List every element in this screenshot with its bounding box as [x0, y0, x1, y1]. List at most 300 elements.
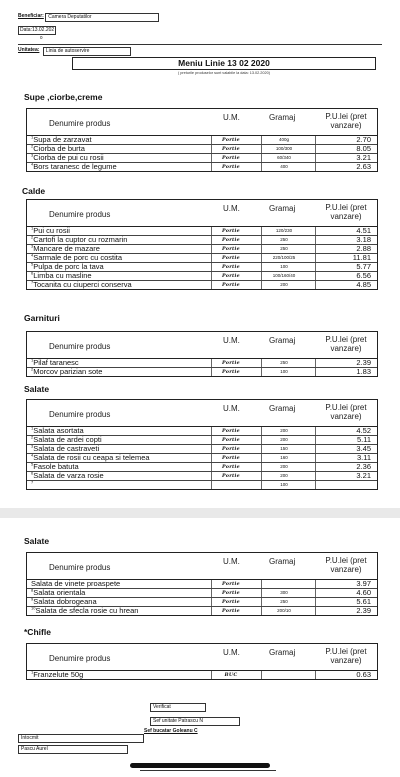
cell-divider	[261, 145, 262, 153]
cell-divider	[315, 145, 316, 153]
col-header-price-line1: P.U.lei (pret	[325, 556, 367, 565]
unit-cell: Portie	[221, 360, 241, 366]
unit-cell	[213, 481, 249, 489]
menu-table	[26, 399, 378, 490]
table-row	[27, 454, 377, 463]
col-header-um: U.M.	[223, 404, 240, 413]
cell-divider	[261, 254, 262, 262]
price-cell: 3.45	[356, 444, 371, 453]
product-name-cell	[31, 589, 85, 597]
cell-divider	[315, 463, 316, 471]
cell-divider	[261, 263, 262, 271]
item-number: 6	[31, 470, 34, 476]
product-name: Salata de castraveti	[33, 444, 100, 453]
col-header-price-line1: P.U.lei (pret	[325, 112, 367, 121]
item-number: 1	[31, 225, 34, 231]
cell-divider	[315, 163, 316, 171]
unit-cell: Portie	[221, 590, 241, 596]
table-row	[27, 281, 377, 289]
product-name-cell	[31, 236, 127, 244]
redacted-signature	[130, 763, 270, 768]
cell-divider	[211, 472, 212, 480]
gramaj-cell: 200	[280, 428, 288, 433]
gramaj-cell: 220/100/25	[272, 255, 296, 260]
cell-divider	[261, 163, 262, 171]
item-number: 1	[31, 425, 34, 431]
price-cell: 5.11	[356, 435, 371, 444]
price-cell: 5.61	[356, 597, 371, 606]
product-name-cell	[31, 463, 79, 471]
product-name: Sarmale de porc cu costita	[33, 253, 123, 262]
beneficiar-label: Beneficiar:	[18, 13, 44, 19]
cell-divider	[261, 436, 262, 444]
sef-unitate-value: Sef unitate Patrascu N	[150, 717, 240, 726]
gramaj-cell: 160	[280, 455, 288, 460]
item-number: 9	[31, 596, 34, 602]
cell-divider	[211, 454, 212, 462]
product-name: Salata de sfecla rosie cu hrean	[35, 606, 139, 615]
unit-cell: Portie	[221, 473, 241, 479]
col-header-price-line2: vanzare)	[330, 121, 362, 130]
intocmit-field	[18, 734, 144, 743]
cell-divider	[211, 272, 212, 280]
col-header-name: Denumire produs	[49, 119, 111, 128]
gramaj-cell: 250	[280, 360, 288, 365]
cell-divider	[261, 463, 262, 471]
unit-cell: Portie	[221, 146, 241, 152]
col-header-name: Denumire produs	[49, 563, 111, 572]
unit-cell: Portie	[221, 608, 241, 614]
sef-unitate-field	[150, 717, 240, 726]
product-name: Pulpa de porc la tava	[33, 262, 104, 271]
product-name-cell	[31, 281, 132, 289]
intocmit-label: Intocmit	[18, 734, 144, 743]
cell-divider	[315, 263, 316, 271]
section-title: Garnituri	[24, 313, 60, 323]
product-name-cell	[31, 481, 33, 489]
cell-divider	[261, 245, 262, 253]
price-cell: 3.97	[356, 579, 371, 588]
gramaj-cell: 250	[280, 599, 288, 604]
product-name-cell	[31, 445, 99, 453]
cell-divider	[315, 272, 316, 280]
cell-divider	[315, 607, 316, 615]
cell-divider	[211, 227, 212, 235]
item-number: 6	[31, 270, 34, 276]
product-name-cell	[31, 359, 79, 367]
col-header-name: Denumire produs	[49, 410, 111, 419]
price-cell: 4.51	[356, 226, 371, 235]
product-name-cell	[31, 454, 150, 462]
gramaj-cell: 120/230	[275, 228, 293, 233]
cell-divider	[315, 589, 316, 597]
product-name: Supa de zarzavat	[33, 135, 92, 144]
unit-cell: Portie	[221, 155, 241, 161]
table-row	[27, 472, 377, 481]
product-name-cell	[31, 368, 102, 376]
unitatea-label: Unitatea:	[18, 47, 40, 53]
col-header-name: Denumire produs	[49, 654, 111, 663]
table-row	[27, 607, 377, 615]
cell-divider	[315, 359, 316, 367]
page-title: Meniu Linie 13 02 2020	[72, 57, 376, 70]
data-value: 13.02.202	[31, 27, 55, 33]
product-name-cell	[31, 436, 102, 444]
beneficiar-value: Camera Deputatilor	[45, 13, 159, 22]
cell-divider	[261, 481, 262, 489]
cell-divider	[211, 463, 212, 471]
col-header-price	[317, 556, 375, 574]
price-cell	[317, 481, 371, 489]
cell-divider	[211, 359, 212, 367]
product-name-cell	[31, 472, 104, 480]
col-header-name: Denumire produs	[49, 210, 111, 219]
cell-divider	[211, 436, 212, 444]
sef-bucatar-value: Sef bucatar Goleanu C	[144, 728, 198, 734]
section-title: Calde	[22, 186, 46, 196]
data-field	[18, 26, 56, 40]
table-row	[27, 368, 377, 376]
item-number: 2	[31, 234, 34, 240]
unit-cell: Portie	[221, 437, 241, 443]
unit-cell: Portie	[221, 369, 241, 375]
verificat-label: Verificat	[150, 703, 206, 712]
product-name: Salata dobrogeana	[33, 597, 97, 606]
price-cell: 3.21	[356, 471, 371, 480]
cell-divider	[211, 163, 212, 171]
item-number: 3	[31, 152, 34, 158]
col-header-price	[317, 403, 375, 421]
cell-divider	[261, 359, 262, 367]
item-number: 5	[31, 261, 34, 267]
product-name: Salata de rosii cu ceapa si telemea	[33, 453, 150, 462]
intocmit-name: Pascu Aurel	[18, 745, 128, 754]
unit-cell: Portie	[221, 273, 241, 279]
price-cell: 3.21	[356, 153, 371, 162]
gramaj-cell	[263, 580, 305, 588]
item-number: 1	[31, 669, 34, 675]
price-cell: 2.70	[356, 135, 371, 144]
menu-table	[26, 643, 378, 680]
product-name-cell	[31, 427, 84, 435]
cell-divider	[315, 281, 316, 289]
product-name: Pilaf taranesc	[33, 358, 79, 367]
col-header-gramaj: Gramaj	[269, 336, 296, 345]
cell-divider	[261, 154, 262, 162]
unit-cell: Portie	[221, 455, 241, 461]
price-cell: 4.85	[356, 280, 371, 289]
item-number: 3	[31, 443, 34, 449]
item-number: 1	[31, 357, 34, 363]
col-header-gramaj: Gramaj	[269, 113, 296, 122]
menu-page-2	[0, 518, 400, 774]
col-header-price-line2: vanzare)	[330, 344, 362, 353]
cell-divider	[261, 445, 262, 453]
table-header	[27, 553, 377, 580]
product-name-cell	[31, 163, 117, 171]
gramaj-cell: 300	[280, 590, 288, 595]
col-header-gramaj: Gramaj	[269, 404, 296, 413]
item-number: 2	[31, 143, 34, 149]
product-name-cell	[31, 272, 92, 280]
beneficiar-field	[18, 13, 159, 22]
cell-divider	[211, 368, 212, 376]
cell-divider	[315, 136, 316, 144]
unit-cell: Portie	[221, 282, 241, 288]
price-cell: 11.81	[352, 253, 371, 262]
menu-table	[26, 199, 378, 290]
cell-divider	[211, 427, 212, 435]
product-name-cell	[31, 254, 122, 262]
cell-divider	[261, 580, 262, 588]
col-header-gramaj: Gramaj	[269, 204, 296, 213]
product-name: Franzelute 50g	[33, 670, 84, 679]
unit-cell: Portie	[221, 164, 241, 170]
gramaj-cell: 100	[280, 369, 288, 374]
data-label: Data:	[20, 27, 32, 33]
product-name: Ciorba de burta	[33, 144, 85, 153]
product-name: Ciorba de pui cu rosii	[33, 153, 104, 162]
header-divider	[18, 44, 382, 45]
unitatea-field	[18, 47, 131, 56]
cell-divider	[211, 481, 212, 489]
product-name: Bors taranesc de legume	[33, 162, 117, 171]
cell-divider	[261, 598, 262, 606]
cell-divider	[261, 236, 262, 244]
cell-divider	[261, 281, 262, 289]
product-name: Cartofi la cuptor cu rozmarin	[33, 235, 128, 244]
product-name: Salata orientala	[33, 588, 86, 597]
cell-divider	[261, 454, 262, 462]
page-break	[0, 508, 400, 518]
gramaj-cell: 250	[280, 246, 288, 251]
cell-divider	[211, 598, 212, 606]
product-name: Tocanita cu ciuperci conserva	[33, 280, 132, 289]
product-name-cell	[31, 671, 83, 679]
cell-divider	[211, 136, 212, 144]
cell-divider	[211, 445, 212, 453]
table-header	[27, 332, 377, 359]
col-header-price	[317, 203, 375, 221]
col-header-um: U.M.	[223, 648, 240, 657]
col-header-price-line2: vanzare)	[330, 212, 362, 221]
unit-cell: Portie	[221, 464, 241, 470]
price-cell: 4.52	[356, 426, 371, 435]
cell-divider	[315, 427, 316, 435]
product-name-cell	[31, 245, 100, 253]
col-header-price-line1: P.U.lei (pret	[325, 335, 367, 344]
unit-cell: Portie	[221, 255, 241, 261]
cell-divider	[261, 227, 262, 235]
table-header	[27, 200, 377, 227]
unit-cell: Portie	[221, 228, 241, 234]
gramaj-cell: 100/160/40	[272, 273, 296, 278]
cell-divider	[315, 580, 316, 588]
unit-cell: Portie	[221, 581, 241, 587]
unit-cell: BUC	[224, 672, 238, 678]
item-number: 5	[31, 461, 34, 467]
cell-divider	[211, 263, 212, 271]
product-name-cell	[31, 263, 104, 271]
cell-divider	[261, 368, 262, 376]
item-number: 8	[31, 587, 34, 593]
cell-divider	[261, 589, 262, 597]
col-header-name: Denumire produs	[49, 342, 111, 351]
unit-cell: Portie	[221, 264, 241, 270]
gramaj-cell: 200	[280, 282, 288, 287]
cell-divider	[211, 254, 212, 262]
item-number: 2	[31, 434, 34, 440]
cell-divider	[211, 607, 212, 615]
cell-divider	[315, 598, 316, 606]
table-row	[27, 481, 377, 489]
unit-cell: Portie	[221, 599, 241, 605]
cell-divider	[211, 589, 212, 597]
gramaj-cell: 400	[280, 164, 288, 169]
cell-divider	[315, 368, 316, 376]
cell-divider	[315, 481, 316, 489]
product-name-cell	[31, 136, 92, 144]
cell-divider	[261, 607, 262, 615]
gramaj-cell: 250	[280, 237, 288, 242]
gramaj-cell: 100/300	[275, 146, 293, 151]
product-name: Salata de ardei copti	[33, 435, 102, 444]
gramaj-cell: 200/10	[277, 608, 291, 613]
col-header-price-line1: P.U.lei (pret	[325, 647, 367, 656]
product-name: Salata de varza rosie	[33, 471, 104, 480]
product-name-cell	[31, 227, 70, 235]
col-header-price-line2: vanzare)	[330, 412, 362, 421]
product-name-cell	[31, 607, 138, 615]
gramaj-cell: 100	[280, 482, 288, 487]
cell-divider	[261, 427, 262, 435]
item-number: 7	[31, 279, 34, 285]
col-header-um: U.M.	[223, 113, 240, 122]
menu-table	[26, 108, 378, 172]
section-title: Salate	[24, 536, 50, 546]
cell-divider	[261, 671, 262, 679]
product-name-cell	[31, 145, 85, 153]
gramaj-cell: 150	[280, 446, 288, 451]
col-header-um: U.M.	[223, 204, 240, 213]
price-cell: 3.11	[356, 453, 371, 462]
product-name-cell	[31, 598, 97, 606]
cell-divider	[211, 281, 212, 289]
section-title: Salate	[24, 384, 50, 394]
price-cell: 2.39	[356, 606, 371, 615]
unit-cell: Portie	[221, 428, 241, 434]
cell-divider	[261, 272, 262, 280]
price-cell: 1.83	[356, 367, 371, 376]
cell-divider	[211, 671, 212, 679]
cell-divider	[315, 236, 316, 244]
price-cell: 3.18	[356, 235, 371, 244]
table-row	[27, 163, 377, 171]
section-title: *Chifle	[24, 627, 51, 637]
price-cell: 2.88	[356, 244, 371, 253]
gramaj-cell: 60/340	[277, 155, 291, 160]
price-cell: 2.36	[356, 462, 371, 471]
page-subtitle: ( preturile produselor sunt valabile la data: 13.02.2020)	[177, 71, 271, 75]
product-name-cell	[31, 580, 120, 588]
item-number: 1	[31, 134, 34, 140]
product-name-cell	[31, 154, 104, 162]
price-cell: 5.77	[356, 262, 371, 271]
cell-divider	[315, 154, 316, 162]
verificat-field	[150, 703, 206, 712]
table-header	[27, 400, 377, 427]
unit-cell: Portie	[221, 246, 241, 252]
gramaj-cell: 100	[280, 264, 288, 269]
section-title: Supe ,ciorbe,creme	[24, 92, 103, 102]
col-header-price-line1: P.U.lei (pret	[325, 403, 367, 412]
unit-cell: Portie	[221, 137, 241, 143]
col-header-price	[317, 647, 375, 665]
menu-table	[26, 552, 378, 616]
col-header-um: U.M.	[223, 557, 240, 566]
table-header	[27, 644, 377, 671]
item-number: 4	[31, 452, 34, 458]
table-header	[27, 109, 377, 136]
unit-cell: Portie	[221, 446, 241, 452]
product-name: Limba cu masline	[33, 271, 92, 280]
gramaj-cell: 200	[280, 473, 288, 478]
item-number: 3	[31, 243, 34, 249]
menu-table	[26, 331, 378, 377]
product-name: Salata de vinete proaspete	[31, 579, 121, 588]
col-header-price-line1: P.U.lei (pret	[325, 203, 367, 212]
unit-cell: Portie	[221, 237, 241, 243]
col-header-gramaj: Gramaj	[269, 648, 296, 657]
item-number: 4	[31, 161, 34, 167]
cell-divider	[315, 227, 316, 235]
col-header-price-line2: vanzare)	[330, 656, 362, 665]
cell-divider	[315, 436, 316, 444]
gramaj-cell: 200	[280, 464, 288, 469]
cell-divider	[315, 472, 316, 480]
price-cell: 6.56	[356, 271, 371, 280]
price-cell: 2.39	[356, 358, 371, 367]
cell-divider	[315, 245, 316, 253]
unitatea-value: Linia de autoservire	[43, 47, 131, 56]
price-cell: 2.63	[356, 162, 371, 171]
cell-divider	[261, 136, 262, 144]
item-number: 4	[31, 252, 34, 258]
data-suffix: 0	[40, 35, 43, 40]
col-header-price	[317, 112, 375, 130]
gramaj-cell	[263, 671, 305, 679]
item-number: 2	[31, 366, 34, 372]
gramaj-cell: 200	[280, 437, 288, 442]
intocmit-name-field	[18, 745, 128, 754]
product-name: Morcov parizian sote	[33, 367, 103, 376]
product-name: Mancare de mazare	[33, 244, 100, 253]
col-header-price-line2: vanzare)	[330, 565, 362, 574]
cell-divider	[315, 445, 316, 453]
cell-divider	[211, 245, 212, 253]
cell-divider	[315, 454, 316, 462]
cell-divider	[211, 145, 212, 153]
price-cell: 8.05	[356, 144, 371, 153]
cell-divider	[211, 580, 212, 588]
product-name: Pui cu rosii	[33, 226, 70, 235]
col-header-price	[317, 335, 375, 353]
item-number: 10	[31, 605, 36, 611]
col-header-gramaj: Gramaj	[269, 557, 296, 566]
cell-divider	[261, 472, 262, 480]
product-name: Salata asortata	[33, 426, 84, 435]
data-box	[18, 26, 56, 35]
